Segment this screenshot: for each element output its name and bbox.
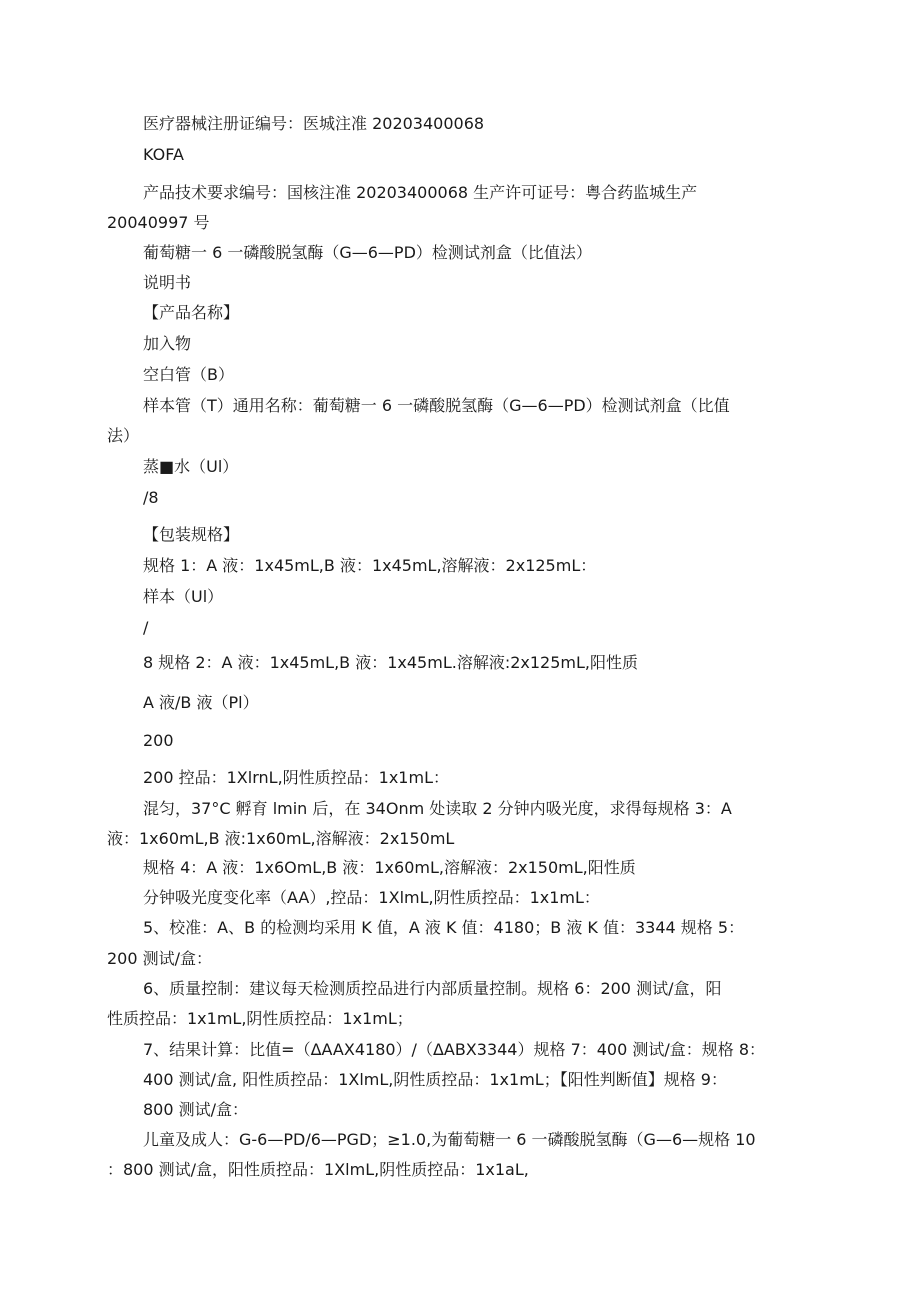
quality-control-line-2: 性质控品：1x1mL,阴性质控品：1x1mL； [107, 1009, 413, 1028]
manual-heading: 说明书 [143, 273, 192, 292]
brand-name: KOFA [143, 145, 184, 164]
calibration-line-1: 5、校准：A、B 的检测均采用 K 值，A 液 K 值：4180；B 液 K 值：3344 规格 5： [143, 918, 745, 937]
sample-ul-label: 样本（Ul） [143, 587, 224, 606]
value-200: 200 [143, 731, 174, 750]
children-adults-line-2: ：800 测试/盒，阳性质控品：1XlmL,阴性质控品：1x1aL, [107, 1160, 529, 1179]
result-calc-line-1: 7、结果计算：比值=（ΔAAX4180）/（ΔABX3344）规格 7：400 测试/盒：规格 8： [143, 1040, 766, 1059]
registration-number: 医疗器械注册证编号：医城注准 20203400068 [143, 114, 485, 133]
spec-4: 规格 4：A 液：1x6OmL,B 液：1x60mL,溶解液：2x150mL,阳性质 [143, 858, 636, 877]
product-title: 葡萄糖一 6 一磷酸脱氢酶（G—6—PD）检测试剂盒（比值法） [143, 243, 592, 262]
tech-requirement-line-1: 产品技术要求编号：国核注准 20203400068 生产许可证号：粤合药监城生产 [143, 183, 698, 202]
calibration-line-2: 200 测试/盒： [107, 949, 213, 968]
control-200: 200 控品：1XlrnL,阴性质控品：1x1mL： [143, 768, 449, 787]
ab-liquid-label: A 液/B 液（Pl） [143, 693, 259, 712]
quality-control-line-1: 6、质量控制：建议每天检测质控品进行内部质量控制。规格 6：200 测试/盒，阳 [143, 979, 722, 998]
distilled-water-label: 蒸■水（Ul） [143, 457, 239, 476]
spec-1: 规格 1：A 液：1x45mL,B 液：1x45mL,溶解液：2x125mL： [143, 556, 597, 575]
section-package: 【包装规格】 [143, 525, 240, 544]
result-calc-line-3: 800 测试/盒： [143, 1100, 249, 1119]
mix-line-1: 混匀，37°C 孵育 lmin 后，在 34Onm 处读取 2 分钟内吸光度，求得每规格 3：A [143, 799, 732, 818]
sample-tube-line-1: 样本管（T）通用名称：葡萄糖一 6 一磷酸脱氢酶（G—6—PD）检测试剂盒（比值 [143, 396, 730, 415]
mix-line-2: 液：1x60mL,B 液:1x60mL,溶解液：2x150mL [107, 829, 455, 848]
section-product-name: 【产品名称】 [143, 303, 240, 322]
slash-eight: /8 [143, 488, 159, 507]
spec-2: 8 规格 2：A 液：1x45mL,B 液：1x45mL.溶解液:2x125mL,阳性质 [143, 653, 638, 672]
slash: / [143, 618, 149, 637]
blank-tube-label: 空白管（B） [143, 365, 234, 384]
sample-tube-line-2: 法） [107, 426, 140, 445]
tech-requirement-line-2: 20040997 号 [107, 213, 210, 232]
result-calc-line-2: 400 测试/盒, 阳性质控品：1XlmL,阴性质控品：1x1mL；【阳性判断值】规格 9： [143, 1070, 727, 1089]
added-item-label: 加入物 [143, 334, 192, 353]
children-adults-line-1: 儿童及成人：G-6—PD/6—PGD；≥1.0,为葡萄糖一 6 一磷酸脱氢酶（G—6—规格 10 [143, 1130, 756, 1149]
absorbance-rate: 分钟吸光度变化率（AA）,控品：1XlmL,阴性质控品：1x1mL： [143, 888, 600, 907]
